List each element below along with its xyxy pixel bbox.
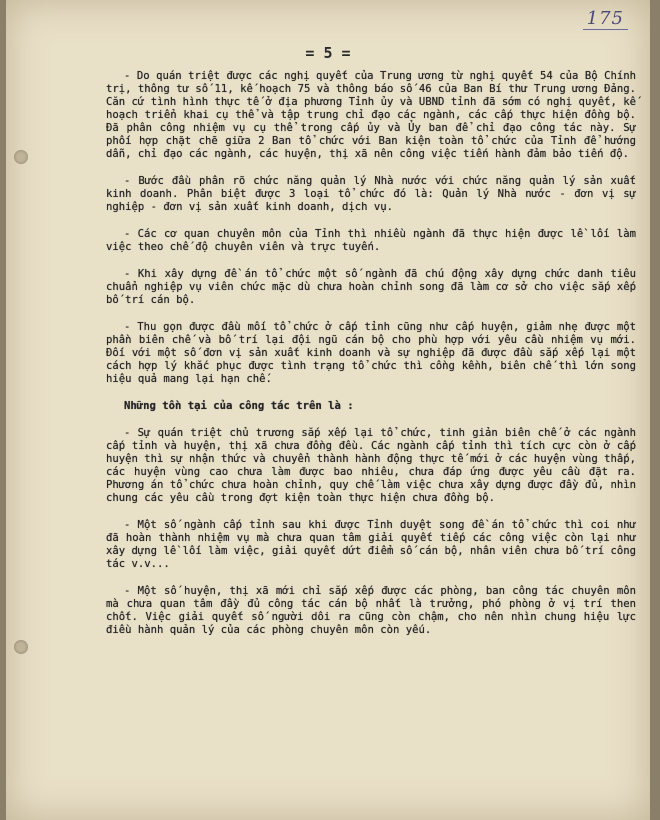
paragraph: - Bước đầu phân rõ chức năng quản lý Nhà nước với chức năng quản lý sản xuất kinh doanh. Phân biệt được 3 loại tổ chức đó là: Quản lý Nhà nước - đơn vị sự nghiệp - đơn vị sản xuất kinh doanh, dịch vụ. [106, 175, 636, 213]
paragraph: - Do quán triệt được các nghị quyết của Trung ương từ nghị quyết 54 của Bộ Chính trị, thông tư số 11, kế hoạch 75 và thông báo số 46 của Ban Bí thư Trung ương Đảng. Căn cứ tình hình thực tế ở địa phương Tỉnh ủy và UBND tỉnh đã sớm có nghị quyết, kế hoạch triển khai cụ thể và tập trung chỉ đạo các ngành, các cấp thực hiện đồng bộ. Đã phân công nhiệm vụ cụ thể trong cấp ủy và Ủy ban để chỉ đạo công tác này. Sự phối hợp chặt chẽ giữa 2 Ban tổ chức với Ban kiện toàn tổ chức của Tỉnh để hướng dẫn, chỉ đạo các ngành, các huyện, thị xã nên công việc tiến hành đảm bảo tiến độ. [106, 70, 636, 160]
paragraph: - Các cơ quan chuyên môn của Tỉnh thì nhiều ngành đã thực hiện được lề lối làm việc theo chế độ chuyên viên và trực tuyến. [106, 228, 636, 253]
paragraph: - Sự quán triệt chủ trương sắp xếp lại tổ chức, tinh giản biên chế ở các ngành cấp tỉnh và huyện, thị xã chưa đồng đều. Các ngành cấp tỉnh thì tích cực còn ở cấp huyện thì sự nhận thức và chuyển thành hành động thực tế mới ở các huyện vùng thấp, các huyện vùng cao chưa làm được bao nhiêu, chưa đáp ứng được yêu cầu đặt ra. Phương án tổ chức chưa hoàn chỉnh, quy chế làm việc chưa xây dựng được đầy đủ, nhìn chung các yêu cầu trong đợt kiện toàn thực hiện chưa đồng bộ. [106, 427, 636, 504]
paragraph: - Một số huyện, thị xã mới chỉ sắp xếp được các phòng, ban công tác chuyên môn mà chưa quan tâm đầy đủ công tác cán bộ nhất là trưởng, phó phòng ở vị trí then chốt. Việc giải quyết số người dôi ra cũng còn chậm, cho nên nhìn chung hiệu lực điều hành quản lý của các phòng chuyên môn còn yếu. [106, 585, 636, 636]
page-number: = 5 = [305, 44, 351, 62]
document-page [6, 0, 650, 820]
folio-number: 175 [583, 8, 628, 30]
section-heading: Những tồn tại của công tác trên là : [124, 400, 354, 412]
document-body [106, 70, 636, 651]
punch-hole [14, 640, 28, 654]
punch-hole [14, 150, 28, 164]
paragraph: - Khi xây dựng đề án tổ chức một số ngành đã chú động xây dựng chức danh tiêu chuẩn nghiệp vụ viên chức mặc dù chưa hoàn chỉnh song đã làm cơ sở cho việc sắp xếp bố trí cán bộ. [106, 268, 636, 306]
paragraph: - Thu gọn được đầu mối tổ chức ở cấp tỉnh cũng như cấp huyện, giảm nhẹ được một phần biên chế và bố trí lại đội ngũ cán bộ cho phù hợp với yêu cầu nhiệm vụ mới. Đối với một số đơn vị sản xuất kinh doanh và sự nghiệp đã được đầu sắp xếp lại một cách hợp lý khắc phục được tình trạng tổ chức thì cồng kềnh, biên chế thì lớn song hiệu quả mang lại hạn chế. [106, 321, 636, 385]
paragraph: - Một số ngành cấp tỉnh sau khi được Tỉnh duyệt song đề án tổ chức thì coi như đã hoàn thành nhiệm vụ mà chưa quan tâm giải quyết tiếp các công việc còn lại như xây dựng lề lối làm việc, giải quyết dứt điểm số cán bộ, nhân viên chưa bố trí công tác v.v... [106, 519, 636, 570]
